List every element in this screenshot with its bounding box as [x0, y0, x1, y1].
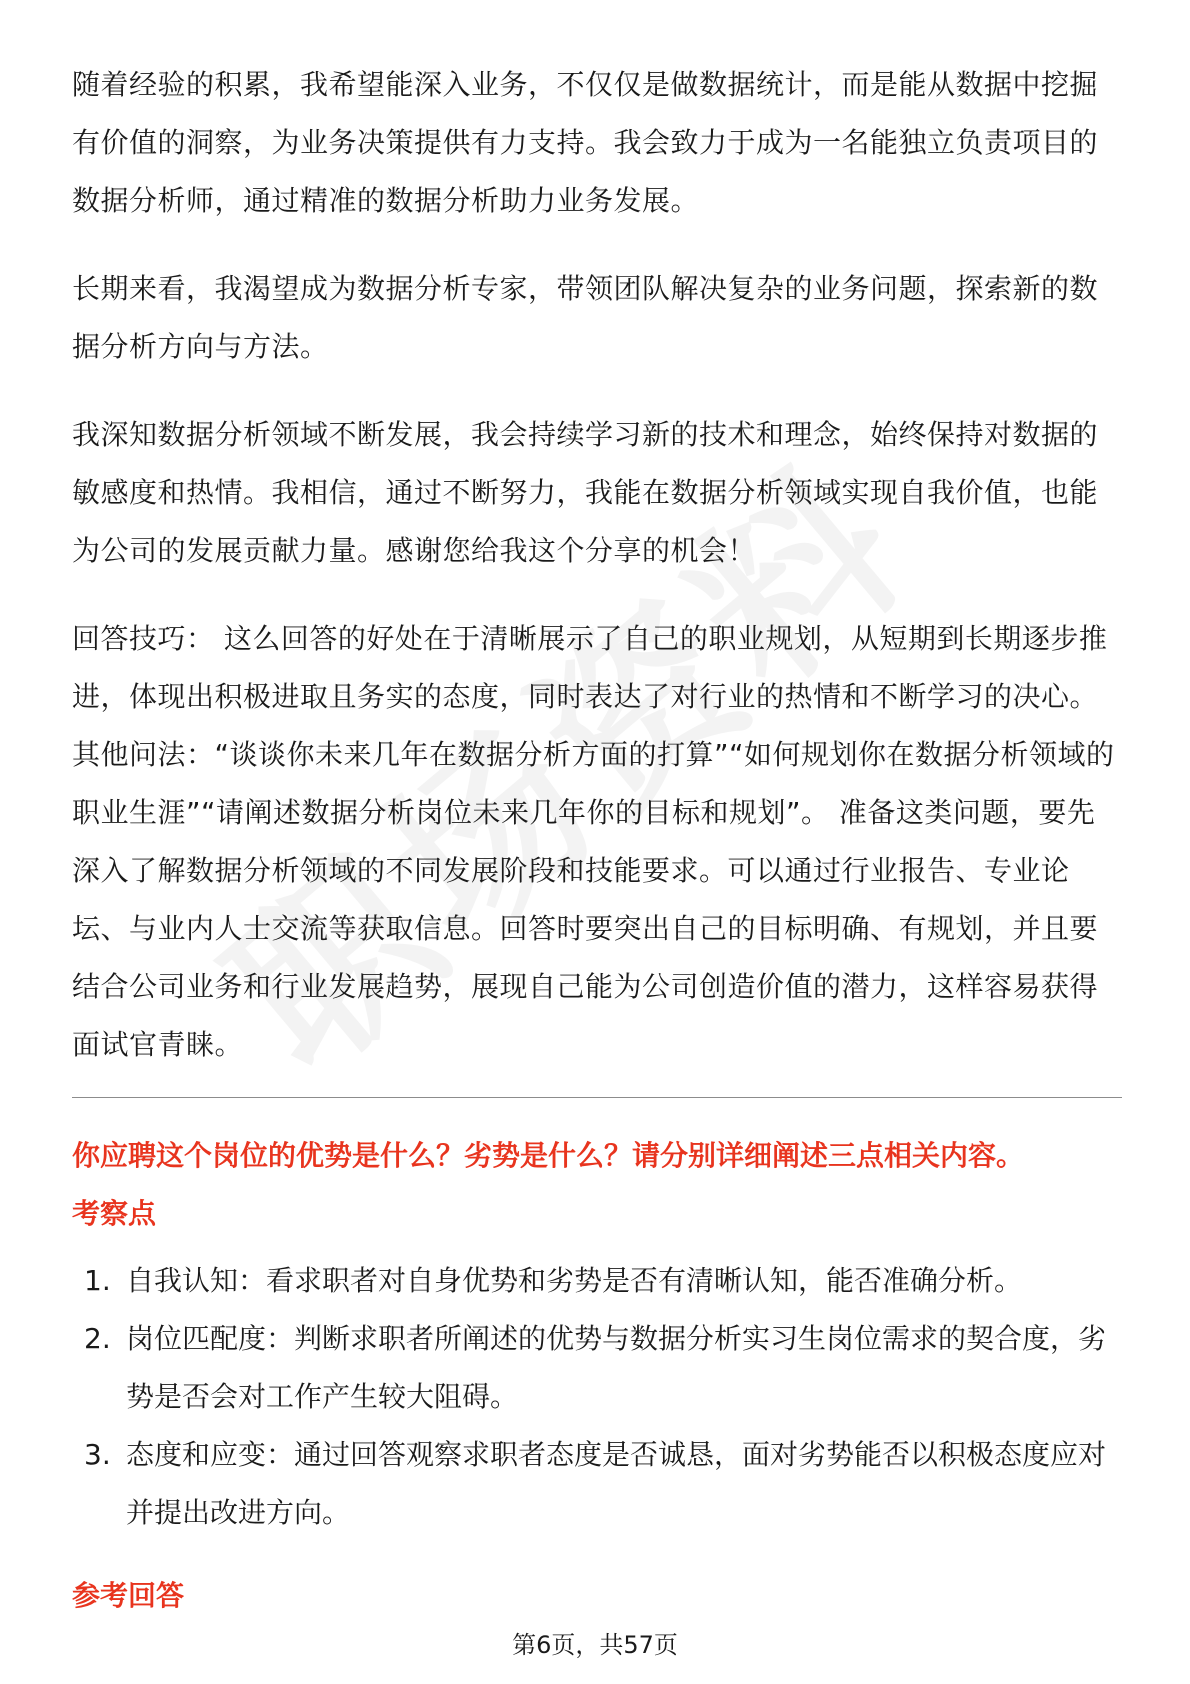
paragraph-closing: 我深知数据分析领域不断发展，我会持续学习新的技术和理念，始终保持对数据的敏感度和热情。我相信，通过不断努力，我能在数据分析领域实现自我价值，也能为公司的发展贡献力量。感谢您给我这个分享的机会！: [72, 418, 1099, 567]
list-item: [72, 1310, 1132, 1426]
list-item: [72, 1252, 1132, 1310]
section-divider: [72, 1097, 1122, 1098]
examine-points-heading: 考察点: [72, 1197, 157, 1230]
examine-points-list: [72, 1252, 1132, 1542]
list-item: [72, 1426, 1132, 1542]
paragraph-long-term: 长期来看，我渴望成为数据分析专家，带领团队解决复杂的业务问题，探索新的数据分析方向与方法。: [72, 272, 1099, 363]
list-item-number: 3.: [84, 1438, 111, 1471]
answer-body: [72, 56, 1122, 1074]
list-item-text: 自我认知：看求职者对自身优势和劣势是否有清晰认知，能否准确分析。: [126, 1264, 1023, 1297]
paragraph-answer-tips: 回答技巧： 这么回答的好处在于清晰展示了自己的职业规划，从短期到长期逐步推进，体现出积极进取且务实的态度，同时表达了对行业的热情和不断学习的决心。其他问法：“谈谈你未来几年在数据分析方面的打算”“如何规划你在数据分析领域的职业生涯”“请阐述数据分析岗位未来几年你的目标和规划”。 准备这类问题，要先深入了解数据分析领域的不同发展阶段和技能要求。可以通过行业报告、专业论坛、与业内人士交流等获取信息。回答时要突出自己的目标明确、有规划，并且要结合公司业务和行业发展趋势，展现自己能为公司创造价值的潜力，这样容易获得面试官青睐。: [72, 622, 1115, 1061]
question-heading: 你应聘这个岗位的优势是什么？劣势是什么？请分别详细阐述三点相关内容。: [72, 1139, 1025, 1172]
page-number-footer: 第6页，共57页: [512, 1631, 678, 1659]
list-item-number: 1.: [84, 1264, 111, 1297]
reference-answer-heading: 参考回答: [72, 1579, 185, 1612]
list-item-text: 态度和应变：通过回答观察求职者态度是否诚恳，面对劣势能否以积极态度应对并提出改进方向。: [126, 1438, 1107, 1529]
list-item-text: 岗位匹配度：判断求职者所阐述的优势与数据分析实习生岗位需求的契合度，劣势是否会对工作产生较大阻碍。: [126, 1322, 1107, 1413]
paragraph-mid-term: 随着经验的积累，我希望能深入业务，不仅仅是做数据统计，而是能从数据中挖掘有价值的洞察，为业务决策提供有力支持。我会致力于成为一名能独立负责项目的数据分析师，通过精准的数据分析助力业务发展。: [72, 68, 1099, 217]
list-item-number: 2.: [84, 1322, 111, 1355]
